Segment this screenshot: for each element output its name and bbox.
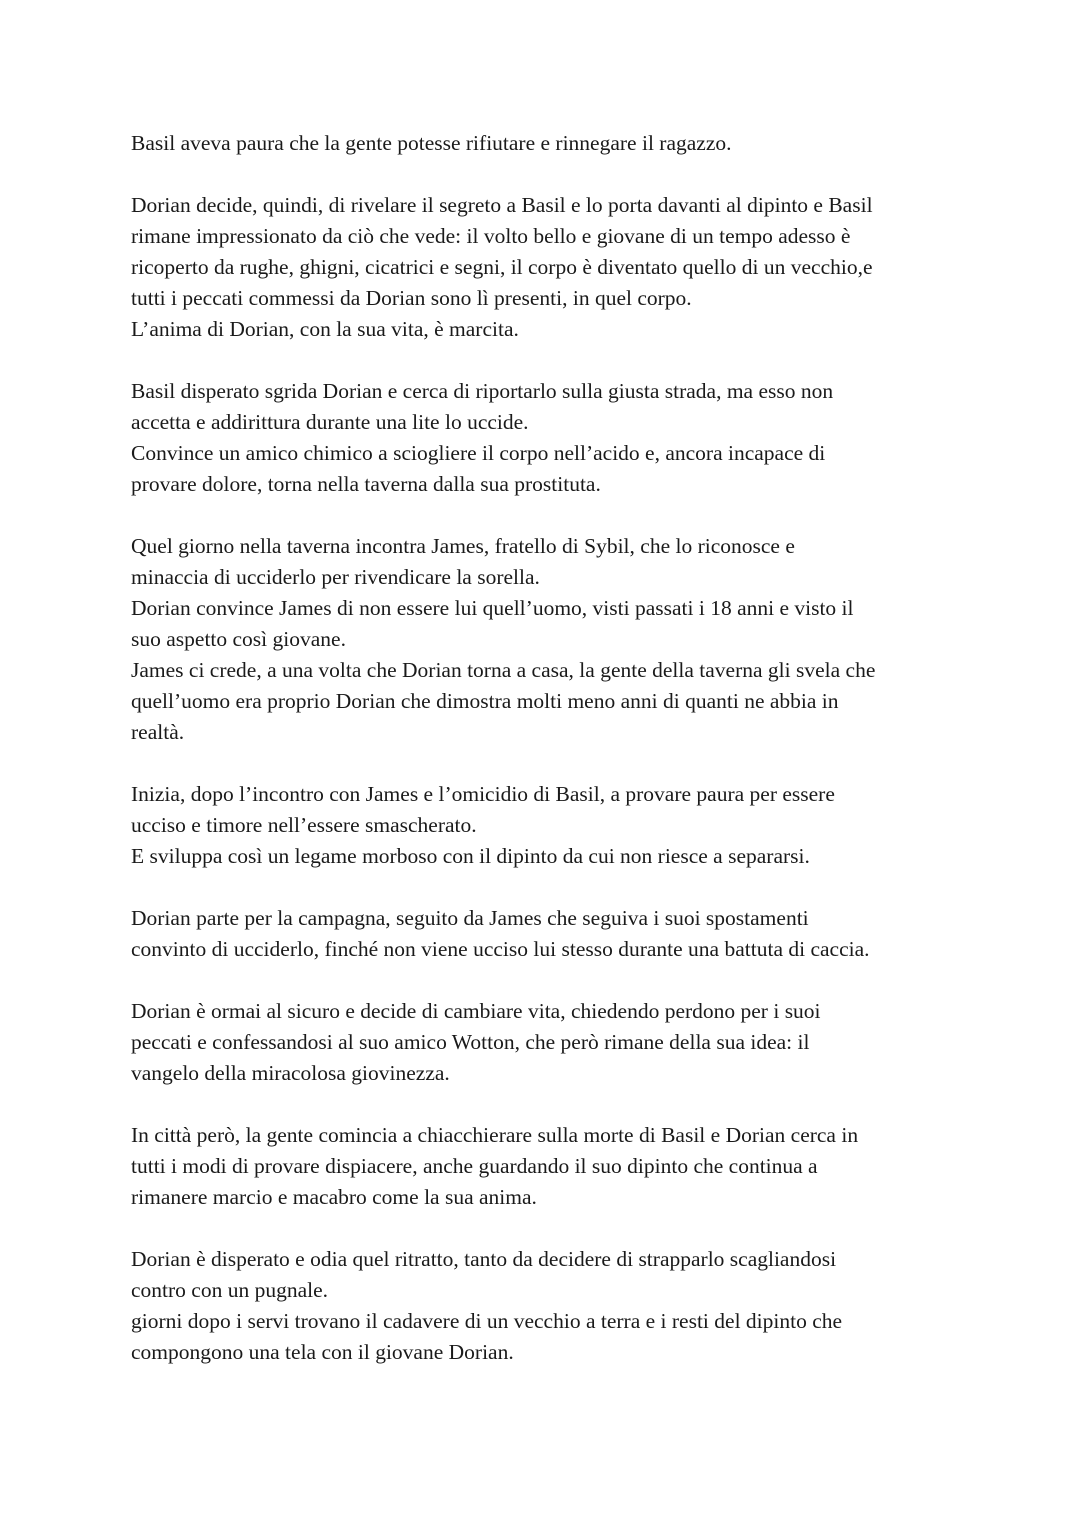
- text-line: rimanere marcio e macabro come la sua anima.: [131, 1185, 537, 1209]
- text-line: realtà.: [131, 720, 185, 744]
- paragraph-4: [131, 531, 961, 748]
- text-line: quell’uomo era proprio Dorian che dimostra molti meno anni di quanti ne abbia in: [131, 689, 839, 713]
- text-line: contro con un pugnale.: [131, 1278, 329, 1302]
- text-line: provare dolore, torna nella taverna dalla sua prostituta.: [131, 472, 601, 496]
- text-line: tutti i peccati commessi da Dorian sono lì presenti, in quel corpo.: [131, 286, 692, 310]
- paragraph-3: [131, 376, 961, 500]
- text-line: In città però, la gente comincia a chiacchierare sulla morte di Basil e Dorian cerca in: [131, 1123, 859, 1147]
- paragraph-6: [131, 903, 961, 965]
- text-line: peccati e confessandosi al suo amico Wotton, che però rimane della sua idea: il: [131, 1030, 810, 1054]
- text-line: ucciso e timore nell’essere smascherato.: [131, 813, 477, 837]
- text-line: L’anima di Dorian, con la sua vita, è marcita.: [131, 317, 519, 341]
- text-line: E sviluppa così un legame morboso con il dipinto da cui non riesce a separarsi.: [131, 844, 810, 868]
- text-line: suo aspetto così giovane.: [131, 627, 346, 651]
- text-line: Dorian convince James di non essere lui quell’uomo, visti passati i 18 anni e visto il: [131, 596, 854, 620]
- text-line: tutti i modi di provare dispiacere, anche guardando il suo dipinto che continua a: [131, 1154, 818, 1178]
- text-line: Quel giorno nella taverna incontra James, fratello di Sybil, che lo riconosce e: [131, 534, 795, 558]
- text-line: Dorian parte per la campagna, seguito da James che seguiva i suoi spostamenti: [131, 906, 809, 930]
- paragraph-7: [131, 996, 961, 1089]
- text-line: Basil disperato sgrida Dorian e cerca di riportarlo sulla giusta strada, ma esso non: [131, 379, 834, 403]
- text-line: Dorian è disperato e odia quel ritratto, tanto da decidere di strapparlo scagliandosi: [131, 1247, 837, 1271]
- text-line: James ci crede, a una volta che Dorian torna a casa, la gente della taverna gli svela che: [131, 658, 876, 682]
- text-line: Convince un amico chimico a sciogliere il corpo nell’acido e, ancora incapace di: [131, 441, 826, 465]
- text-line: Inizia, dopo l’incontro con James e l’omicidio di Basil, a provare paura per essere: [131, 782, 835, 806]
- text-line: Dorian è ormai al sicuro e decide di cambiare vita, chiedendo perdono per i suoi: [131, 999, 821, 1023]
- paragraph-8: [131, 1120, 961, 1213]
- text-line: giorni dopo i servi trovano il cadavere di un vecchio a terra e i resti del dipinto che: [131, 1309, 843, 1333]
- document-page: [131, 128, 961, 1399]
- text-line: rimane impressionato da ciò che vede: il volto bello e giovane di un tempo adesso è: [131, 224, 851, 248]
- paragraph-9: [131, 1244, 961, 1368]
- text-line: convinto di ucciderlo, finché non viene ucciso lui stesso durante una battuta di caccia.: [131, 937, 870, 961]
- text-line: minaccia di ucciderlo per rivendicare la sorella.: [131, 565, 540, 589]
- text-line: Basil aveva paura che la gente potesse rifiutare e rinnegare il ragazzo.: [131, 131, 732, 155]
- paragraph-1: [131, 128, 961, 159]
- text-line: compongono una tela con il giovane Dorian.: [131, 1340, 514, 1364]
- text-line: vangelo della miracolosa giovinezza.: [131, 1061, 450, 1085]
- text-line: Dorian decide, quindi, di rivelare il segreto a Basil e lo porta davanti al dipinto e Basil: [131, 193, 873, 217]
- paragraph-5: [131, 779, 961, 872]
- paragraph-2: [131, 190, 961, 345]
- text-line: accetta e addirittura durante una lite lo uccide.: [131, 410, 529, 434]
- text-line: ricoperto da rughe, ghigni, cicatrici e segni, il corpo è diventato quello di un vecchio,e: [131, 255, 873, 279]
